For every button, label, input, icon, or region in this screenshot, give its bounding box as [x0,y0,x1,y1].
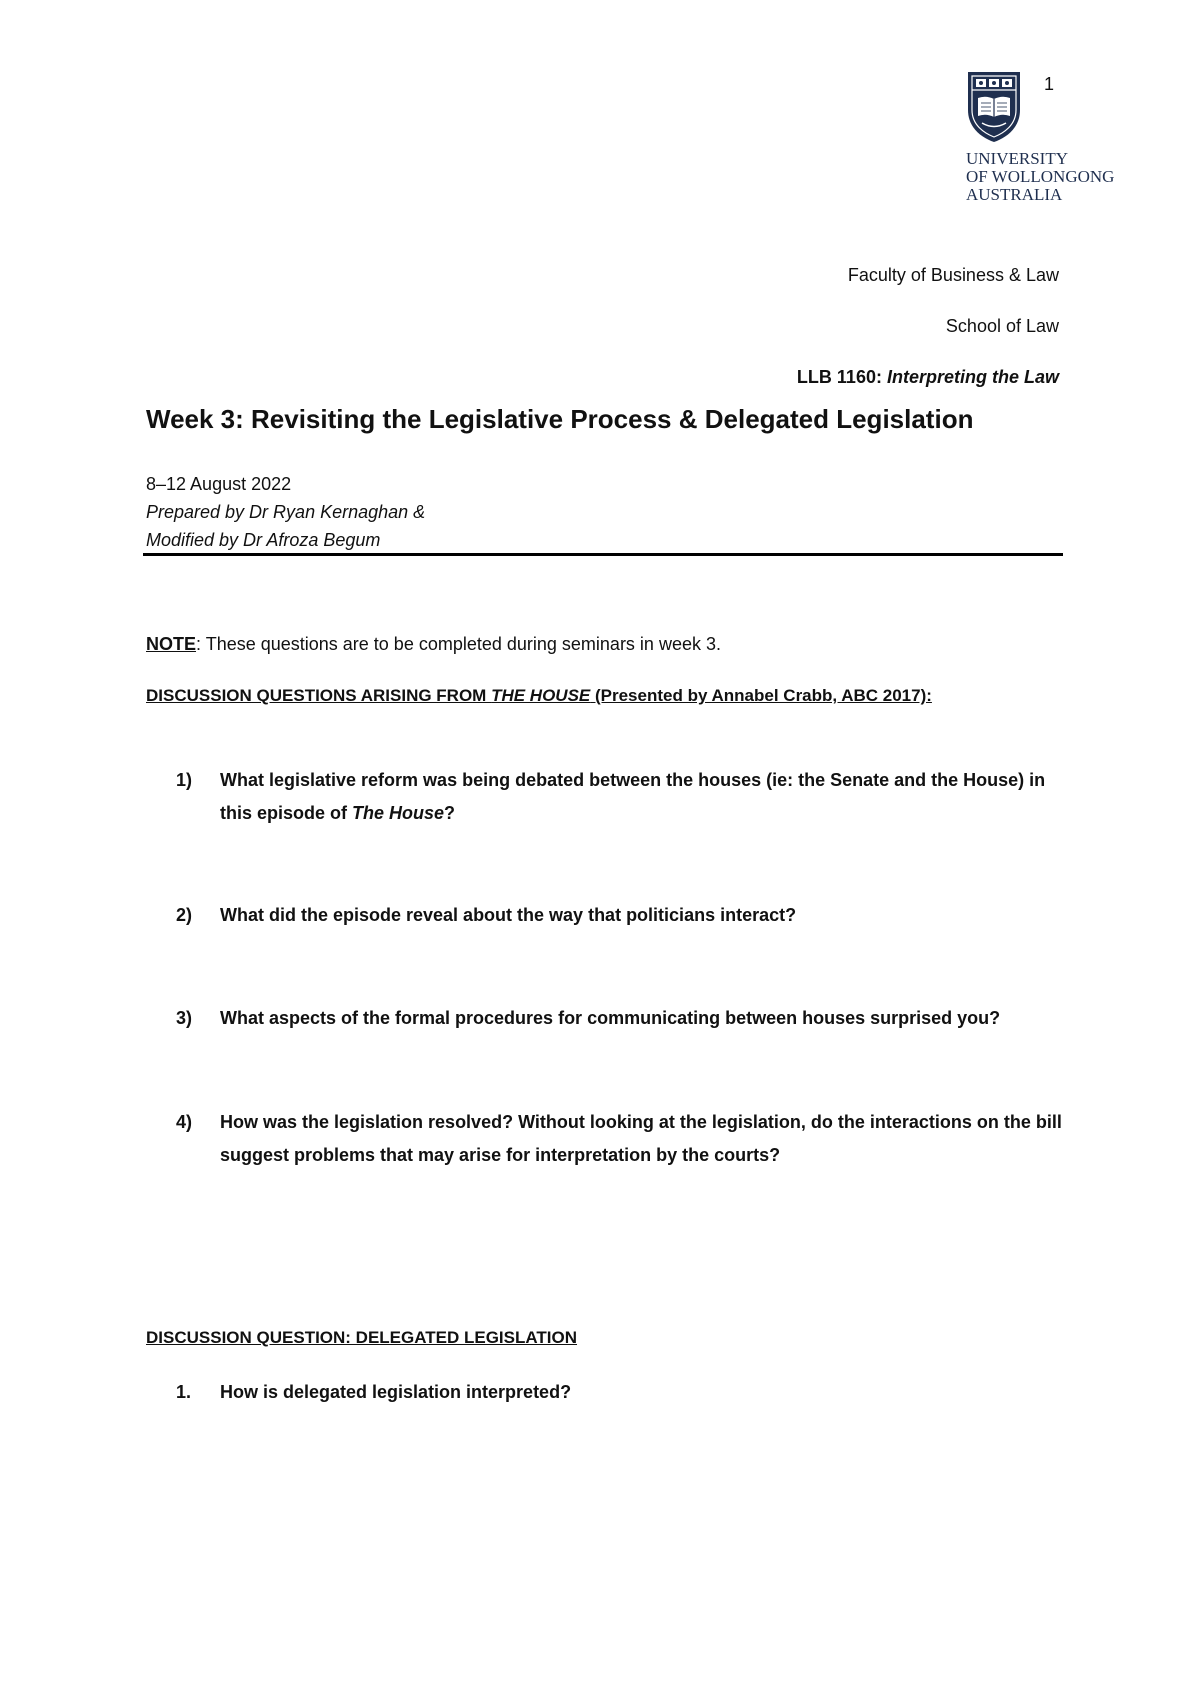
section-heading-delegated: DISCUSSION QUESTION: DELEGATED LEGISLATION [146,1328,578,1347]
question-text: How was the legislation resolved? Without looking at the legislation, do the interactions on the bill suggest problems that may arise for interpretation by the courts? [220,1112,1062,1165]
question-text-italic: The House [352,803,445,823]
note-label: NOTE [146,634,197,654]
question-number: 1) [176,770,193,790]
question-number: 4) [176,1112,193,1132]
question-text: How is delegated legislation interpreted? [220,1382,572,1402]
prepared-by: Prepared by Dr Ryan Kernaghan & [146,502,426,522]
school-name: School of Law [945,316,1059,336]
note-text: : These questions are to be completed during seminars in week 3. [196,634,721,654]
logo-line: OF WOLLONGONG [966,167,1115,186]
question-text-part: What legislative reform was being debated between the houses (ie: the Senate and the House) in this episode of [220,770,1046,823]
note [146,634,721,655]
faculty-block [797,250,1059,403]
question-text-part: ? [444,803,456,823]
section-heading-the-house [146,686,932,706]
page-title: Week 3: Revisiting the Legislative Process & Delegated Legislation [146,404,974,434]
document-meta [146,470,425,554]
question-number: 3) [176,1008,193,1028]
course-code: LLB 1160: [796,367,882,387]
question-text: What did the episode reveal about the way that politicians interact? [220,905,797,925]
question-item [176,1106,1066,1172]
modified-by: Modified by Dr Afroza Begum [146,530,381,550]
heading-italic: THE HOUSE [491,686,591,705]
question-item [176,899,1066,932]
course-name: Interpreting the Law [886,367,1059,387]
date-range: 8–12 August 2022 [146,474,292,494]
university-crest-icon [966,70,1022,144]
heading-text: DISCUSSION QUESTIONS ARISING FROM [146,686,492,705]
question-item [176,1376,1066,1409]
question-text [220,764,1066,830]
course-line [797,352,1059,403]
page-number: 1 [1044,74,1055,94]
question-text: What aspects of the formal procedures for communicating between houses surprised you? [220,1008,1001,1028]
faculty-name: Faculty of Business & Law [847,265,1059,285]
logo-line: AUSTRALIA [966,185,1063,204]
logo-wordmark [966,150,1114,204]
question-item [176,1002,1066,1035]
question-number: 2) [176,905,193,925]
question-number: 1. [176,1382,192,1402]
header-divider [143,553,1063,556]
logo-line: UNIVERSITY [966,149,1068,168]
question-item [176,764,1066,830]
heading-text: (Presented by Annabel Crabb, ABC 2017): [590,686,932,705]
